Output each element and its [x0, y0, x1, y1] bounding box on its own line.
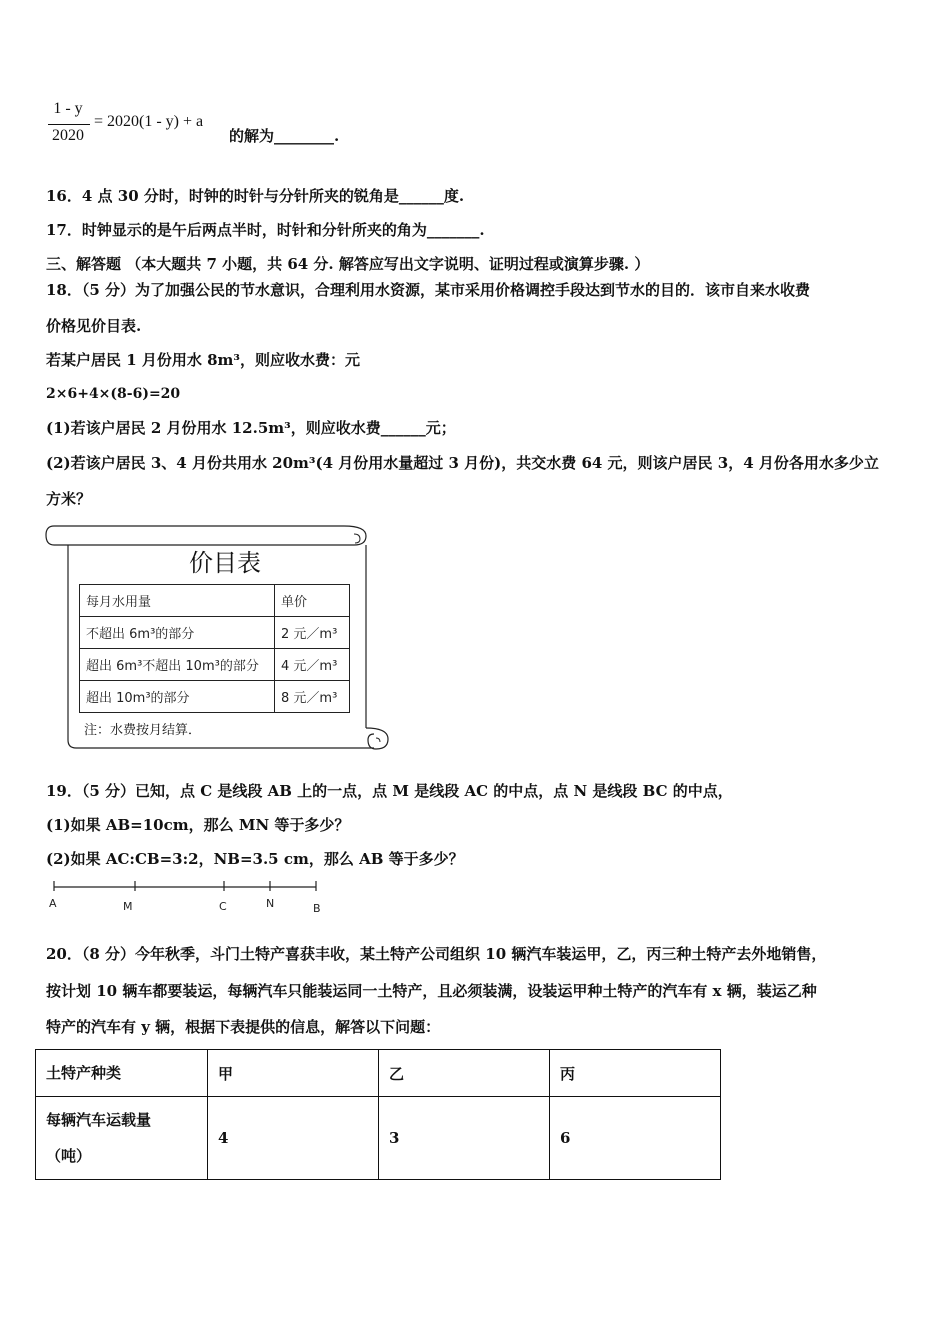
segment-diagram: [44, 877, 334, 897]
price-row-1-price: 2 元／m³: [275, 617, 350, 649]
q20-line-3: 特产的汽车有 y 辆，根据下表提供的信息，解答以下问题：: [46, 1018, 441, 1036]
q18-line-4: 2×6+4×(8-6)=20: [46, 386, 181, 402]
point-label-c: C: [219, 900, 227, 913]
q15-denominator: 2020: [52, 127, 84, 144]
spec-row-label: [36, 1097, 208, 1180]
fraction-bar: [48, 124, 90, 125]
q19-line-2: (1)如果 AB=10cm，那么 MN 等于多少？: [46, 816, 350, 834]
q18-line-5: (1)若该户居民 2 月份用水 12.5m³，则应收水费______元；: [46, 419, 456, 437]
point-label-m: M: [123, 900, 133, 913]
price-header-usage: 每月水用量: [80, 585, 275, 617]
spec-header-type: 土特产种类: [36, 1050, 208, 1097]
price-table: [79, 584, 350, 713]
point-label-b: B: [313, 902, 321, 915]
q20-line-2: 按计划 10 辆车都要装运，每辆汽车只能装运同一土特产，且必须装满，设装运甲种土特产的汽车有 x 辆，装运乙种: [46, 982, 817, 1000]
spec-value-jia: 4: [208, 1097, 379, 1180]
q15-rhs: = 2020(1 - y) + a: [94, 113, 204, 130]
price-row-2-price: 4 元／m³: [275, 649, 350, 681]
price-row-2-usage: 超出 6m³不超出 10m³的部分: [80, 649, 275, 681]
price-list-title: 价目表: [189, 549, 261, 577]
q18-line-1: 18．（5 分）为了加强公民的节水意识，合理利用水资源，某市采用价格调控手段达到节水的目的．该市自来水收费: [46, 281, 811, 299]
q18-line-7: 方米？: [46, 490, 92, 508]
section-3-heading: 三、解答题 （本大题共 7 小题，共 64 分. 解答应写出文字说明、证明过程或演算步骤. ）: [46, 255, 650, 273]
price-row-3-price: 8 元／m³: [275, 681, 350, 713]
q18-line-3: 若某户居民 1 月份用水 8m³，则应收水费：元: [46, 351, 360, 369]
question-17: 17．时钟显示的是午后两点半时，时针和分针所夹的角为_______.: [46, 221, 485, 239]
price-row-1-usage: 不超出 6m³的部分: [80, 617, 275, 649]
spec-header-bing: 丙: [550, 1050, 721, 1097]
q18-line-2: 价格见价目表.: [46, 317, 142, 335]
spec-value-bing: 6: [550, 1097, 721, 1180]
point-label-n: N: [266, 897, 275, 910]
spec-header-jia: 甲: [208, 1050, 379, 1097]
q19-line-3: (2)如果 AC:CB=3:2，NB=3.5 cm，那么 AB 等于多少？: [46, 850, 464, 868]
spec-header-yi: 乙: [379, 1050, 550, 1097]
price-row-3-usage: 超出 10m³的部分: [80, 681, 275, 713]
q15-tail: 的解为________.: [229, 127, 340, 145]
point-label-a: A: [49, 897, 57, 910]
q19-line-1: 19．（5 分）已知，点 C 是线段 AB 上的一点，点 M 是线段 AC 的中点，点 N 是线段 BC 的中点，: [46, 782, 733, 800]
spec-row-label-line-1: 每辆汽车运载量: [46, 1111, 152, 1129]
price-header-unit: 单价: [275, 585, 350, 617]
question-16: 16．4 点 30 分时，时钟的时针与分针所夹的锐角是______度.: [46, 187, 465, 205]
spec-value-yi: 3: [379, 1097, 550, 1180]
q18-line-6: (2)若该户居民 3、4 月份共用水 20m³(4 月份用水量超过 3 月份)，共交水费 64 元，则该户居民 3，4 月份各用水多少立: [46, 454, 879, 472]
q20-line-1: 20．（8 分）今年秋季，斗门土特产喜获丰收，某土特产公司组织 10 辆汽车装运甲，乙，丙三种土特产去外地销售，: [46, 945, 827, 963]
price-note: 注：水费按月结算．: [84, 723, 202, 738]
q15-numerator: 1 - y: [53, 100, 83, 117]
spec-row-label-line-2: （吨）: [46, 1147, 92, 1165]
specialty-table: [35, 1049, 721, 1180]
